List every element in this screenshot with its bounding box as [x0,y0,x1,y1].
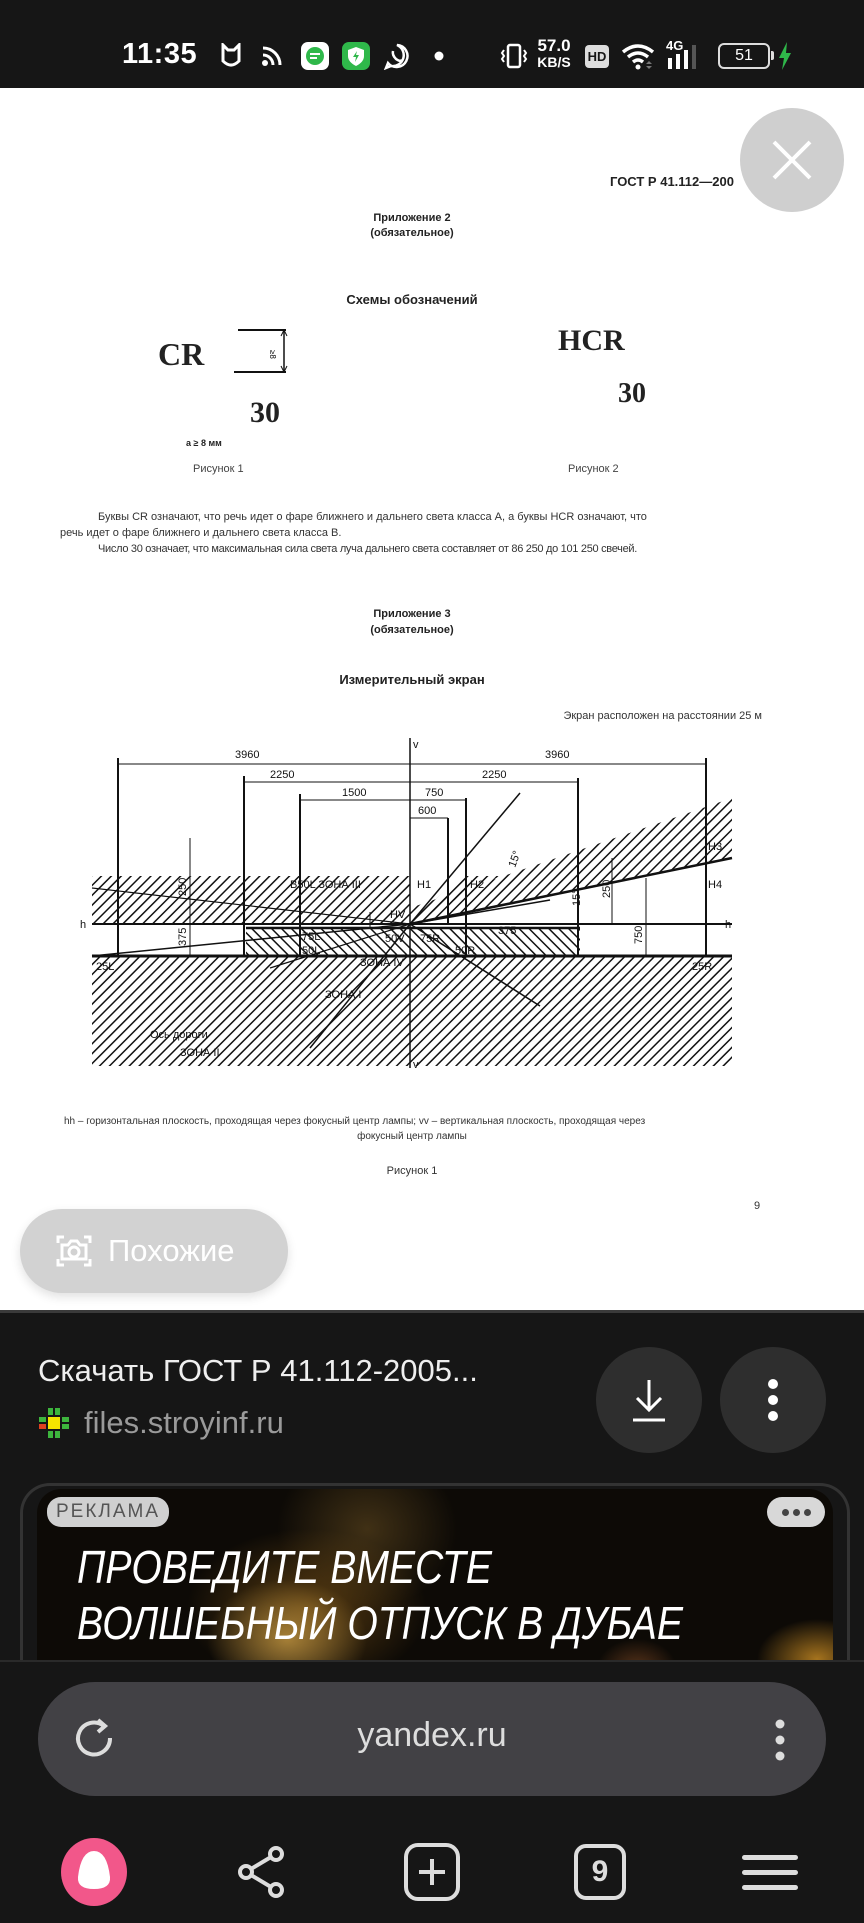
dim-375: 375 [177,927,189,946]
label-50l: 50L [302,945,321,957]
battery-icon [716,42,772,70]
label-25r: 25R [692,961,713,973]
dim-250-right: 375 [498,925,517,937]
dot-icon [432,42,446,70]
signal-icon [666,38,706,70]
wifi-icon [620,42,656,70]
dim-3960-right: 3960 [545,749,570,761]
security-app-icon [341,42,371,70]
fig2-caption: Рисунок 2 [568,463,619,475]
browser-nav [0,1832,864,1912]
dim-2250-left: 2250 [270,769,295,781]
result-site[interactable] [38,1405,284,1441]
legend-line2: фокусный центр лампы [357,1131,467,1142]
result-site-label: files.stroyinf.ru [84,1405,284,1440]
tabs-button[interactable] [560,1832,640,1912]
paragraph2: Число 30 означает, что максимальная сила света луча дальнего света составляет от 86 250 до 101 250 свечей. [98,543,638,555]
appendix2-subtitle: (обязательное) [370,227,454,239]
measuring-screen-diagram [80,738,740,1198]
dim-1500: 1500 [342,787,367,799]
network-speed [536,38,572,70]
paragraph1-line2: речь идет о фаре ближнего и дальнего света класса B. [60,527,342,539]
label-zone3: B50L ЗОНА III [290,879,361,891]
label-v-top: v [413,739,419,751]
share-button[interactable] [222,1832,302,1912]
label-h3: H3 [708,841,723,853]
ad-headline-line2: ВОЛШЕБНЫЙ ОТПУСК В ДУБАЕ [77,1597,683,1649]
status-bar [0,0,864,88]
browser-bottom-bar [0,1660,864,1922]
screen-title: Измерительный экран [339,672,485,687]
fig2-number: 30 [618,378,646,409]
url-text: yandex.ru [357,1716,507,1754]
appendix3-subtitle: (обязательное) [370,624,454,636]
address-bar[interactable] [38,1682,826,1796]
fig1-dimension-note: a ≥ 8 мм [186,438,222,448]
rss-icon [260,42,284,70]
document-header: ГОСТ Р 41.112—200 [610,174,734,189]
dim-2250-right: 2250 [482,769,507,781]
legend-line1: hh – горизонтальная плоскость, проходящая через фокусный центр лампы; vv – вертикальная плоскость, проходящая через [64,1116,646,1127]
appendix2-title: Приложение 2 [373,212,451,224]
similar-images-button[interactable] [20,1209,288,1293]
ad-options-button[interactable] [767,1497,825,1527]
fig1-dimension-bracket [230,328,290,378]
label-h2: H2 [470,879,485,891]
result-more-button[interactable] [720,1347,826,1453]
fig1-dim-side: ≥8 [268,350,277,359]
close-viewer-button[interactable] [740,108,844,212]
new-tab-button[interactable] [392,1832,472,1912]
hamburger-menu-icon [740,1847,800,1897]
alice-assistant-button[interactable] [54,1832,134,1912]
hd-icon [584,42,610,70]
net-speed-unit: KB/S [537,54,571,70]
fig2-mark: HCR [558,324,625,357]
more-vertical-icon [767,1376,779,1424]
label-zone1: ЗОНА I [325,989,362,1001]
ad-image [37,1489,833,1686]
label-h4: H4 [708,879,723,891]
angle-15-a: 15° [571,889,583,906]
label-zone2: ЗОНА II [180,1047,220,1059]
fig1-number: 30 [250,396,280,429]
address-menu-icon[interactable] [774,1716,786,1764]
zone4-area [246,928,580,956]
label-h-left: h [80,919,87,931]
paragraph1-line1: Буквы CR означают, что речь идет о фаре ближнего и дальнего света класса A, а буквы HCR означают, что [98,511,647,523]
appendix3-title: Приложение 3 [373,608,451,620]
label-zone4: ЗОНА IV [360,957,404,969]
fig1-mark: CR [158,336,205,372]
vibrate-icon [500,42,528,70]
messaging-app-icon [300,42,330,70]
similar-button-label: Похожие [108,1233,235,1268]
close-icon [740,108,844,212]
label-h1: H1 [417,879,432,891]
dim-250-left: 250 [177,877,189,896]
zone3-left-area [92,876,410,924]
label-25l: 25L [96,961,115,973]
alice-icon [59,1837,129,1907]
ad-banner[interactable] [20,1483,850,1686]
share-icon [232,1842,292,1902]
image-viewer [0,88,864,1310]
label-75l: 75L [302,931,321,943]
dim-750-side: 750 [633,925,645,944]
page-number: 9 [754,1200,761,1212]
battery-level: 51 [735,47,753,64]
label-road-axis: Ось дороги [150,1029,208,1041]
net-speed-value: 57.0 [537,36,571,55]
camera-search-icon [54,1231,94,1271]
ad-headline-line1: ПРОВЕДИТЕ ВМЕСТЕ [77,1541,492,1593]
document-page [0,88,864,1310]
label-hv: HV [390,909,406,921]
download-icon [629,1376,669,1424]
tab-count: 9 [591,1855,609,1888]
label-v-bottom: v [413,1059,419,1071]
angle-15-b: 15° [506,849,524,870]
clock: 11:35 [122,38,198,70]
site-favicon-icon [38,1407,70,1439]
charging-icon [776,42,794,70]
hd-label: HD [585,45,610,68]
label-h-right: h [725,919,732,931]
dim-600: 600 [418,805,437,817]
network-type: 4G [666,38,684,53]
download-button[interactable] [596,1347,702,1453]
tabs-icon [574,1844,626,1900]
plus-square-icon [402,1842,462,1902]
label-75r: 75R [420,933,441,945]
label-50r: 50R [455,945,476,957]
ad-headline [77,1539,683,1651]
dim-250-angle: 250 [601,879,613,898]
dim-750: 750 [425,787,444,799]
screen-note: Экран расположен на расстоянии 25 м [563,710,762,722]
fig1-caption: Рисунок 1 [193,463,244,475]
figure-caption: Рисунок 1 [386,1165,438,1177]
mi-home-icon [218,42,244,70]
result-title[interactable]: Скачать ГОСТ Р 41.112-2005... [38,1353,478,1388]
schemes-title: Схемы обозначений [346,292,478,307]
ad-badge: РЕКЛАМА [47,1497,169,1527]
label-50v: 50V [385,933,405,945]
dim-3960-left: 3960 [235,749,260,761]
menu-button[interactable] [730,1832,810,1912]
whatsapp-icon [382,42,412,70]
